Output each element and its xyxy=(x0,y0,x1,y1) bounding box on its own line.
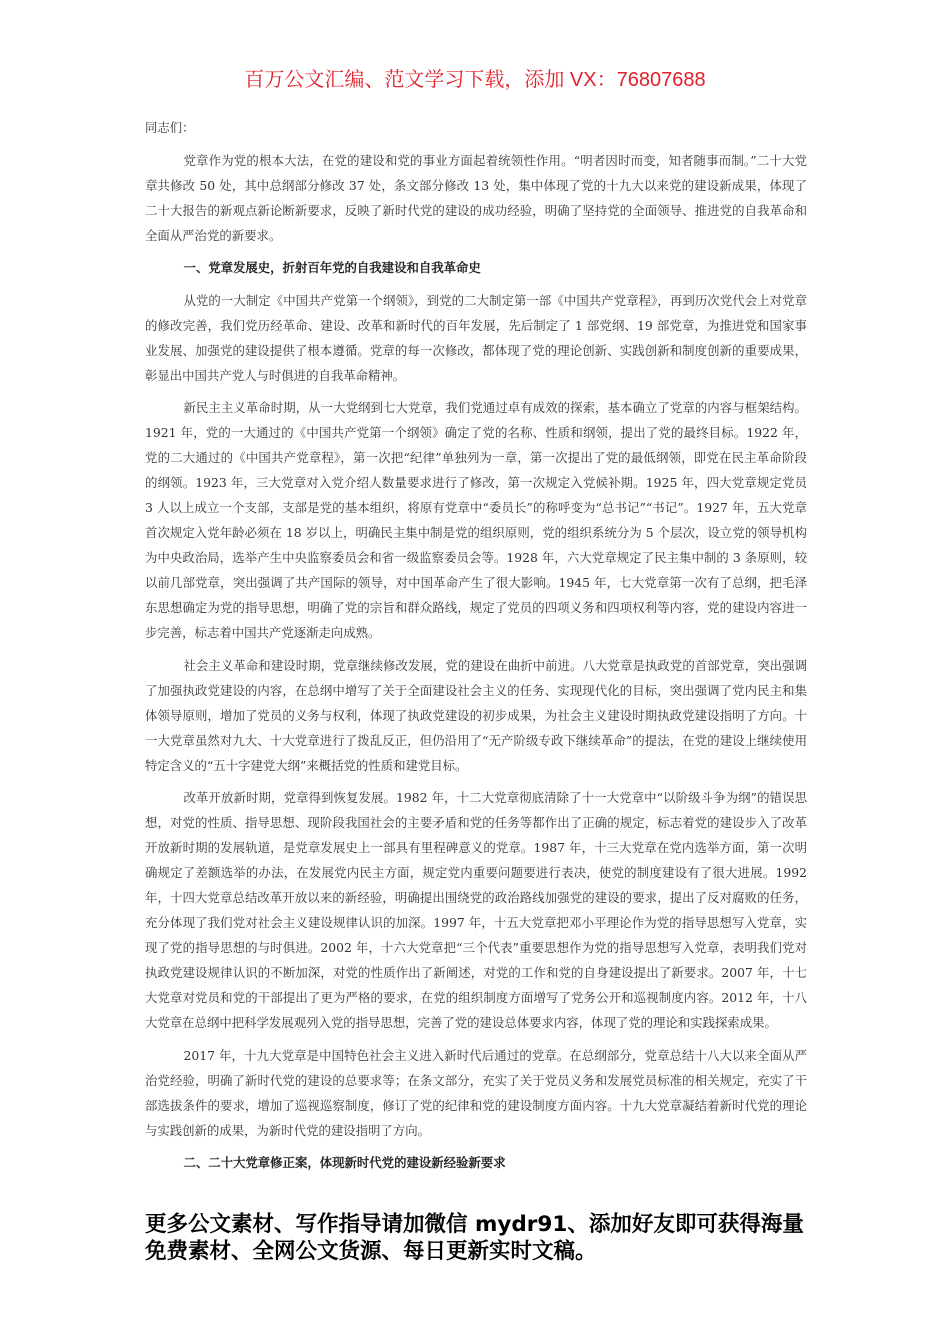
watermark-banner: 百万公文汇编、范文学习下载，添加 VX：76807688 xyxy=(244,69,706,91)
paragraph: 社会主义革命和建设时期，党章继续修改发展，党的建设在曲折中前进。八大党章是执政党的首部党章，突出强调了加强执政党建设的内容，在总纲中增写了关于全面建设社会主义的任务、实现现代化的目标，突出强调了党内民主和集体领导原则，增加了党员的义务与权利，体现了执政党建设的初步成果，为社会主义建设时期执政党建设指明了方向。十一大党章虽然对九大、十大党章进行了拨乱反正，但仍沿用了“无产阶级专政下继续革命”的提法，在党的建设上继续使用特定含义的“五十字建党大纲”来概括党的性质和建党目标。 xyxy=(145,657,807,773)
document-body xyxy=(145,115,807,1175)
paragraph: 新民主主义革命时期，从一大党纲到七大党章，我们党通过卓有成效的探索，基本确立了党章的内容与框架结构。1921 年，党的一大通过的《中国共产党第一个纲领》确定了党的名称、性质和纲领，提出了党的最终目标。1922 年，党的二大通过的《中国共产党章程》，第一次把“纪律”单独列为一章，第一次提出了党的最低纲领，即党在民主革命阶段的纲领。1923 年，三大党章对入党介绍人数量要求进行了修改，第一次规定入党候补期。1925 年，四大党章规定党员 3 人以上成立一个支部，支部是党的基本组织，将原有党章中“委员长”的称呼变为“总书记”“书记”。1927 年，五大党章首次规定入党年龄必须在 18 岁以上，明确民主集中制是党的组织原则，党的组织系统分为 5 个层次，设立党的领导机构为中央政治局，选举产生中央监察委员会和省一级监察委员会等。1928 年，六大党章规定了民主集中制的 3 条原则，较以前几部党章，突出强调了共产国际的领导，对中国革命产生了很大影响。1945 年，七大党章第一次有了总纲，把毛泽东思想确定为党的指导思想，明确了党的宗旨和群众路线，规定了党员的四项义务和四项权利等内容，党的建设内容进一步完善，标志着中国共产党逐渐走向成熟。 xyxy=(145,400,807,640)
paragraph: 改革开放新时期，党章得到恢复发展。1982 年，十二大党章彻底清除了十一大党章中“以阶级斗争为纲”的错误思想，对党的性质、指导思想、现阶段我国社会的主要矛盾和党的任务等都作出了正确的规定，标志着党的建设步入了改革开放新时期的发展轨道，是党章发展史上一部具有里程碑意义的党章。1987 年，十三大党章在党内选举方面，第一次明确规定了差额选举的办法，在发展党内民主方面，规定党内重要问题要进行表决，使党的制度建设有了很大进展。1992 年，十四大党章总结改革开放以来的新经验，明确提出围绕党的政治路线加强党的建设的要求，提出了反对腐败的任务，充分体现了我们党对社会主义建设规律认识的加深。1997 年，十五大党章把邓小平理论作为党的指导思想写入党章，实现了党的指导思想的与时俱进。2002 年，十六大党章把“三个代表”重要思想作为党的指导思想写入党章，表明我们党对执政党建设规律认识的不断加深，对党的性质作出了新阐述，对党的工作和党的自身建设提出了新要求。2007 年，十七大党章对党员和党的干部提出了更为严格的要求，在党的组织制度方面增写了党务公开和巡视制度内容。2012 年，十八大党章在总纲中把科学发展观列入党的指导思想，完善了党的建设总体要求内容，体现了党的理论和实践探索成果。 xyxy=(145,790,807,1030)
paragraph: 从党的一大制定《中国共产党第一个纲领》，到党的二大制定第一部《中国共产党章程》，再到历次党代会上对党章的修改完善，我们党历经革命、建设、改革和新时代的百年发展，先后制定了 1 部党纲、19 部党章，为推进党和国家事业发展、加强党的建设提供了根本遵循。党章的每一次修改，都体现了党的理论创新、实践创新和制度创新的重要成果，彰显出中国共产党人与时俱进的自我革命精神。 xyxy=(145,292,807,383)
salutation: 同志们： xyxy=(145,120,195,135)
section-heading-2: 二、二十大党章修正案，体现新时代党的建设新经验新要求 xyxy=(183,1155,506,1170)
promo-footer: 更多公文素材、写作指导请加微信 mydr91、添加好友即可获得海量免费素材、全网公文货源、每日更新实时文稿。 xyxy=(145,1212,804,1264)
section-heading-1: 一、党章发展史，折射百年党的自我建设和自我革命史 xyxy=(183,260,481,275)
paragraph-intro: 党章作为党的根本大法，在党的建设和党的事业方面起着统领性作用。“明者因时而变，知者随事而制。”二十大党章共修改 50 处，其中总纲部分修改 37 处，条文部分修改 13 处，集中体现了党的十九大以来党的建设新成果，体现了二十大报告的新观点新论断新要求，反映了新时代党的建设的成功经验，明确了坚持党的全面领导、推进党的自我革命和全面从严治党的新要求。 xyxy=(145,152,807,243)
paragraph: 2017 年，十九大党章是中国特色社会主义进入新时代后通过的党章。在总纲部分，党章总结十八大以来全面从严治党经验，明确了新时代党的建设的总要求等；在条文部分，充实了关于党员义务和发展党员标准的相关规定，充实了干部选拔条件的要求，增加了巡视巡察制度，修订了党的纪律和党的建设制度方面内容。十九大党章凝结着新时代党的理论与实践创新的成果，为新时代党的建设指明了方向。 xyxy=(145,1047,807,1138)
